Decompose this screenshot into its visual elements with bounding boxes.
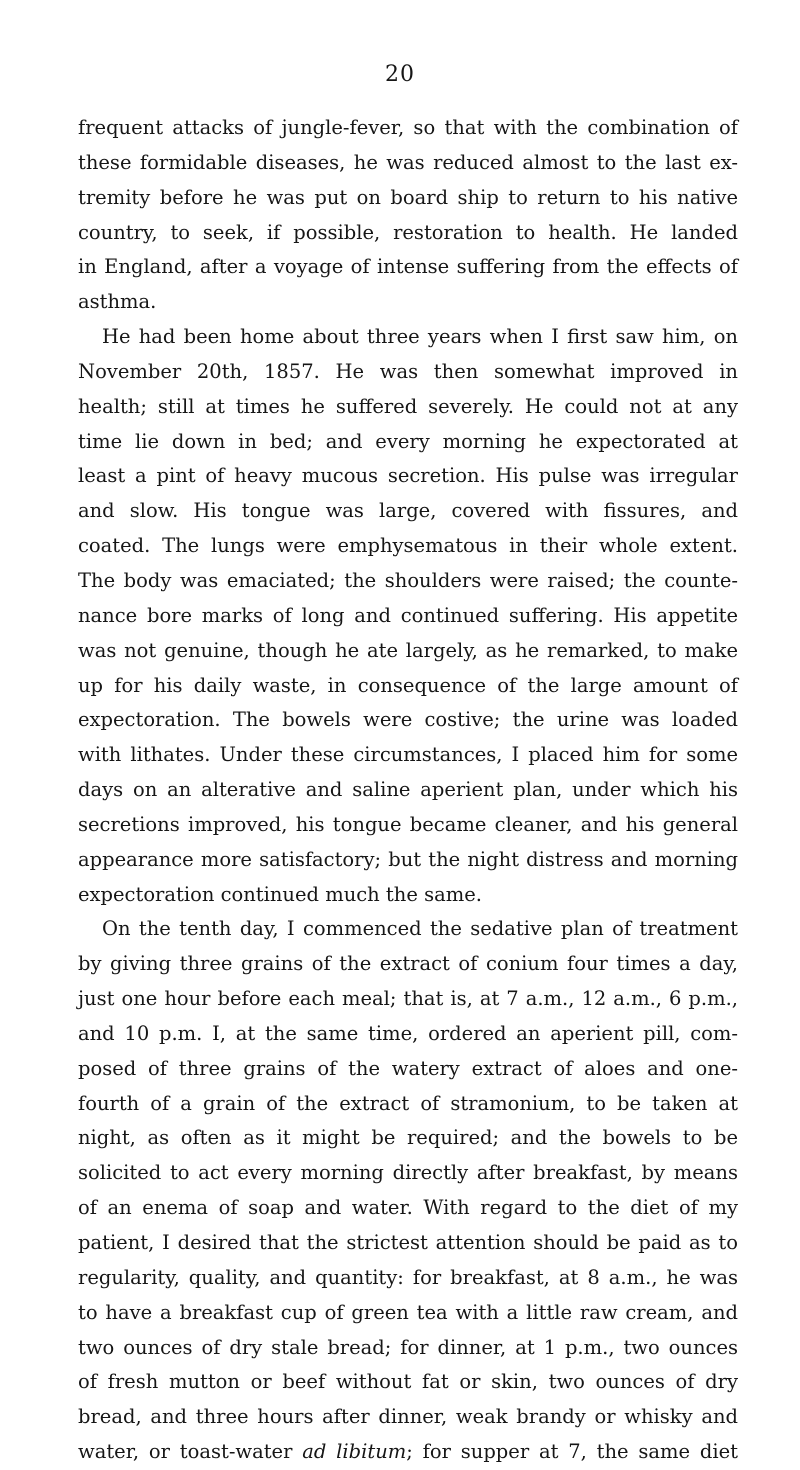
text-line: health; still at times he suffered severely. He could not at any [78, 394, 738, 418]
text-line: fourth of a grain of the extract of stramonium, to be taken at [78, 1091, 738, 1115]
page-number: 20 [385, 62, 415, 87]
text-line: with lithates. Under these circumstances, I placed him for some [78, 743, 738, 767]
text-line: in England, after a voyage of intense suffering from the effects of [78, 255, 738, 279]
text-segment: ; for supper at 7, the same diet [406, 1440, 738, 1464]
text-line: two ounces of dry stale bread; for dinner, at 1 p.m., two ounces [78, 1335, 738, 1359]
text-line: nance bore marks of long and continued suffering. His appetite [78, 603, 738, 627]
text-line: up for his daily waste, in consequence of the large amount of [78, 673, 738, 697]
text-line: regularity, quality, and quantity: for breakfast, at 8 a.m., he was [78, 1265, 738, 1289]
text-line-final [78, 1435, 738, 1470]
text-line: expectoration continued much the same. [78, 882, 482, 906]
text-line: The body was emaciated; the shoulders were raised; the counte- [78, 568, 738, 592]
text-line: frequent attacks of jungle-fever, so that with the combination of [78, 116, 738, 139]
body-text [78, 111, 738, 1470]
latin-phrase: ad libitum [302, 1440, 407, 1464]
text-line: patient, I desired that the strictest attention should be paid as to [78, 1231, 738, 1254]
text-line: night, as often as it might be required; and the bowels to be [78, 1126, 738, 1150]
text-segment: water, or toast-water [78, 1440, 303, 1464]
text-line: asthma. [78, 290, 157, 314]
text-line: of an enema of soap and water. With regard to the diet of my [78, 1196, 738, 1220]
text-line: just one hour before each meal; that is, at 7 a.m., 12 a.m., 6 p.m., [78, 987, 738, 1011]
text-line: secretions improved, his tongue became cleaner, and his general [78, 812, 738, 836]
text-line: coated. The lungs were emphysematous in their whole extent. [78, 534, 738, 558]
text-line: and slow. His tongue was large, covered with fissures, and [78, 499, 738, 523]
text-line: and 10 p.m. I, at the same time, ordered an aperient pill, com- [78, 1021, 738, 1045]
text-line: He had been home about three years when I first saw him, on [102, 325, 738, 349]
text-line: posed of three grains of the watery extract of aloes and one- [78, 1056, 738, 1080]
text-line: time lie down in bed; and every morning he expectorated at [78, 429, 738, 453]
text-line: country, to seek, if possible, restoration to health. He landed [78, 220, 738, 244]
text-line: bread, and three hours after dinner, weak brandy or whisky and [78, 1405, 738, 1429]
text-line: solicited to act every morning directly after breakfast, by means [78, 1161, 738, 1185]
text-line: tremity before he was put on board ship to return to his native [78, 185, 738, 209]
text-line: November 20th, 1857. He was then somewhat improved in [78, 359, 738, 383]
text-line: to have a breakfast cup of green tea with a little raw cream, and [78, 1300, 738, 1324]
text-line: of fresh mutton or beef without fat or skin, two ounces of dry [78, 1370, 738, 1394]
text-line: these formidable diseases, he was reduced almost to the last ex- [78, 150, 738, 174]
text-line: appearance more satisfactory; but the night distress and morning [78, 847, 738, 871]
text-line: On the tenth day, I commenced the sedative plan of treatment [102, 917, 738, 941]
text-line: expectoration. The bowels were costive; the urine was loaded [78, 708, 738, 732]
text-line: days on an alterative and saline aperient plan, under which his [78, 778, 738, 802]
text-line: was not genuine, though he ate largely, as he remarked, to make [78, 638, 738, 662]
text-line: by giving three grains of the extract of conium four times a day, [78, 952, 738, 976]
text-line: least a pint of heavy mucous secretion. His pulse was irregular [78, 464, 738, 488]
